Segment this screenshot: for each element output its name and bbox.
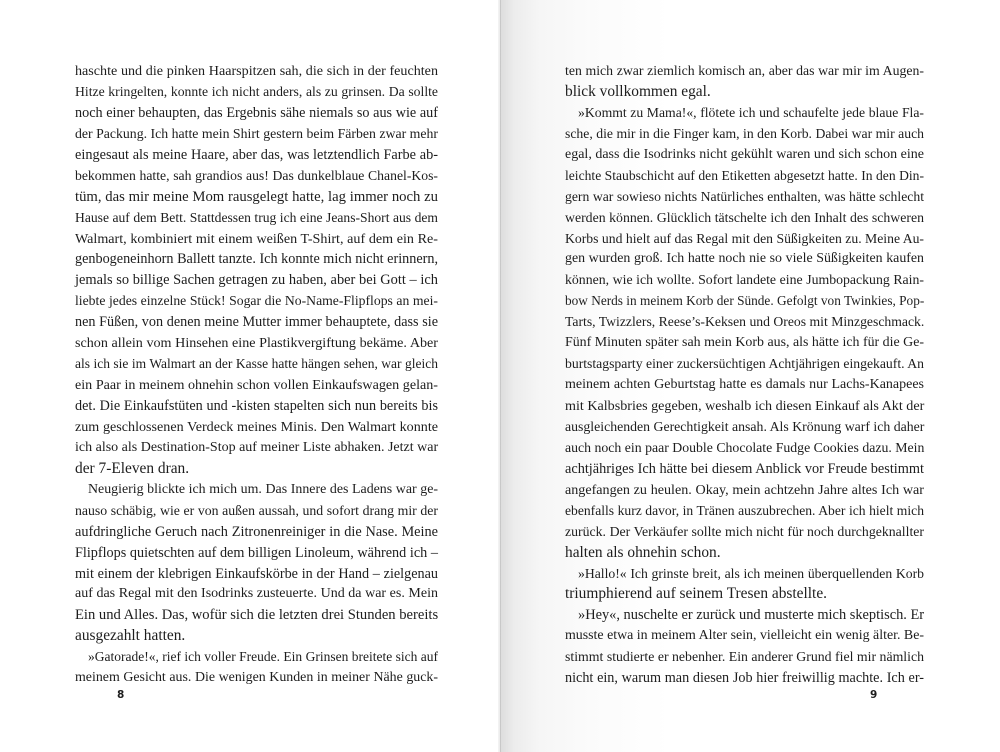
text-line: musste etwa in meinem Alter sein, vielleicht ein wenig älter. Be-	[565, 628, 924, 644]
text-line: meinem achten Geburtstag hatte es damals nur Lachs-Kanapees	[565, 377, 924, 393]
text-line: bekommen hatte, sah grandios aus! Das dunkelblaue Chanel-Kos-	[75, 167, 438, 183]
text-line: stimmt studierte er nebenher. Ein anderer Grund fiel mir nämlich	[565, 649, 924, 665]
text-line: Flipflops quietschten auf dem billigen Linoleum, während ich –	[75, 544, 438, 561]
text-line: gen wurden groß. Ich hatte noch nie so viele Süßigkeiten kaufen	[565, 251, 924, 267]
text-line: gern war sowieso nichts Natürliches enthalten, was hätte schlecht	[565, 188, 924, 204]
text-line: »Gatorade!«, rief ich voller Freude. Ein Grinsen breitete sich auf	[88, 649, 438, 665]
text-line: mit Kalbsbries gegeben, weshalb ich diesen Einkauf als Akt der	[565, 398, 925, 414]
text-line: ebenfalls kurz davor, in Tränen auszubrechen. Aber ich hielt mich	[565, 502, 924, 518]
left-page-body	[75, 61, 438, 689]
right-page	[500, 0, 1000, 752]
text-line: zurück. Der Verkäufer sollte mich nicht für noch durchgeknallter	[565, 523, 924, 539]
text-line: angefangen zu heulen. Okay, mein achtzehn Jahre altes Ich war	[565, 481, 924, 498]
text-line: nicht ein, warum man diesen Job hier freiwillig machte. Ich er-	[565, 670, 924, 687]
text-line: ein Paar in meinem ohnehin schon vollen Einkaufswagen gelan-	[75, 377, 438, 394]
text-line: bow Nerds in meinem Korb der Sünde. Gefolgt von Twinkies, Pop-	[565, 293, 925, 309]
text-line: eingesaut als meine Haare, aber das, was letztendlich Farbe ab-	[75, 146, 438, 163]
text-line: tüm, das mir meine Mom rausgelegt hatte, lag immer noch zu	[75, 188, 438, 205]
text-line: triumphierend auf seinem Tresen abstellte.	[565, 585, 828, 603]
text-line: ten mich zwar ziemlich komisch an, aber das war mir im Augen-	[565, 63, 924, 78]
right-page-body	[565, 61, 924, 689]
text-line: mit einem der klebrigen Einkaufskörbe in der Hand – zielgenau	[75, 565, 438, 582]
text-line: achtjähriges Ich hätte bei diesem Anblick vor Freude bestimmt	[565, 460, 924, 477]
text-line: egal, dass die Isodrinks nicht gekühlt waren und sich schon eine	[565, 146, 924, 162]
text-line: jemals so billige Sachen getragen zu haben, aber bei Gott – ich	[75, 272, 438, 289]
book-gutter	[498, 0, 501, 752]
text-line: aufdringliche Geruch nach Zitronenreiniger in die Nase. Meine	[75, 523, 438, 540]
text-line: haschte und die pinken Haarspitzen sah, die sich in der feuchten	[75, 63, 438, 79]
text-line: Ein und Alles. Das, wofür sich die letzten drei Stunden bereits	[75, 607, 439, 624]
text-line: liebte jedes einzelne Stück! Sogar die No-Name-Flipflops an mei-	[75, 293, 438, 309]
text-line: Neugierig blickte ich mich um. Das Innere des Ladens war ge-	[88, 481, 438, 497]
text-line: nauso schäbig, wie er von außen aussah, und sofort drang mir der	[75, 502, 438, 518]
text-line: können, wie ich wollte. Sofort landete eine Jumbopackung Rain-	[565, 272, 924, 288]
text-line: ausgezahlt hatten.	[75, 627, 186, 645]
text-line: Tarts, Twizzlers, Reese’s-Keksen und Oreos mit Minzgeschmack.	[565, 314, 925, 330]
text-line: Korbs und hielt auf das Regal mit den Süßigkeiten zu. Meine Au-	[565, 230, 924, 246]
text-line: der 7-Eleven dran.	[75, 459, 190, 477]
text-line: als ich sie im Walmart an der Kasse hatte hängen sehen, war gleich	[75, 356, 438, 372]
page-number: 9	[870, 689, 878, 701]
text-line: burtstagsparty einer zuckersüchtigen Achtjährigen eingekauft. An	[565, 356, 924, 372]
text-line: zum geschlossenen Verdeck meines Minis. Den Walmart konnte	[75, 418, 438, 435]
text-line: halten als ohnehin schon.	[565, 543, 721, 561]
text-line: meinem Gesicht aus. Die wenigen Kunden in meiner Nähe guck-	[75, 670, 438, 686]
text-line: der Packung. Ich hatte mein Shirt gestern beim Färben zwar mehr	[75, 125, 438, 141]
text-line: »Hey«, nuschelte er zurück und musterte mich skeptisch. Er	[578, 607, 925, 624]
text-line: auf das Regal mit den Isodrinks zusteuerte. Und da war es. Mein	[75, 586, 438, 602]
text-line: ich also als Destination-Stop auf meiner Liste abhaken. Jetzt war	[75, 439, 439, 455]
text-line: genbogeneinhorn Ballett tanzte. Ich konnte mich nicht erinnern,	[75, 251, 438, 268]
text-line: blick vollkommen egal.	[565, 82, 711, 100]
text-line: »Hallo!« Ich grinste breit, als ich meinen überquellenden Korb	[578, 565, 924, 581]
text-line: sche, die mir in die Finger kam, in den Korb. Dabei war mir auch	[565, 125, 924, 141]
text-line: Fünf Minuten später sah mein Korb aus, als hätte ich für die Ge-	[565, 335, 924, 351]
text-line: »Kommt zu Mama!«, flötete ich und schaufelte jede blaue Fla-	[578, 104, 924, 120]
text-line: leichte Staubschicht auf den Etiketten abgesetzt hatte. In den Din-	[565, 167, 924, 183]
text-line: schon allein vom Hinsehen eine Plastikvergiftung bekäme. Aber	[75, 335, 438, 352]
text-line: Hitze kringelten, konnte ich nicht anders, als zu grinsen. Da sollte	[75, 83, 438, 99]
text-line: auch noch ein paar Double Chocolate Fudge Cookies dazu. Mein	[565, 439, 925, 455]
text-line: Walmart, kombiniert mit einem weißen T-Shirt, auf dem ein Re-	[75, 230, 438, 247]
text-line: ausgleichenden Gerechtigkeit ansah. Als Krönung warf ich daher	[565, 418, 925, 434]
text-line: det. Die Einkaufstüten und -kisten stapelten sich nun bereits bis	[75, 398, 438, 414]
text-line: werden können. Glücklich tätschelte ich den Inhalt des schweren	[565, 209, 924, 225]
text-line: nen Füßen, von denen meine Mutter immer behauptete, dass sie	[75, 314, 438, 331]
text-line: noch einer behaupten, das Ergebnis sähe niemals so aus wie auf	[75, 104, 438, 121]
text-line: Hause auf dem Bett. Stattdessen trug ich eine Jeans-Short aus dem	[75, 209, 438, 225]
page-number: 8	[117, 689, 125, 701]
